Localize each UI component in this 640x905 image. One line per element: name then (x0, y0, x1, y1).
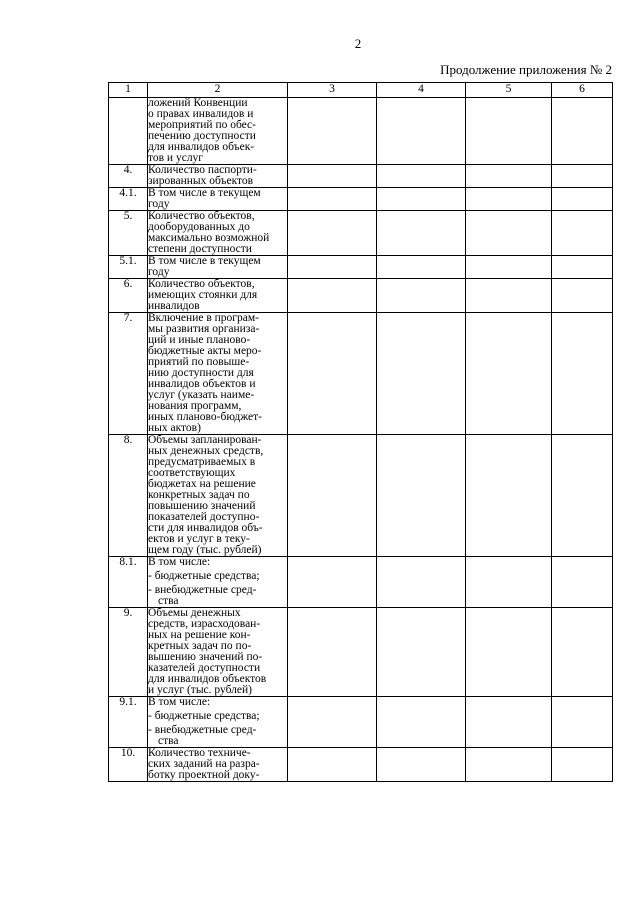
indicator-text-line: и услуг (тыс. рублей) (148, 684, 252, 696)
column-number-row (109, 83, 613, 98)
row-number: 10. (109, 748, 148, 782)
table-row (109, 188, 613, 211)
indicator-text-line: Количество объектов, (148, 210, 255, 222)
indicator-text-line: Включение в програм- (148, 312, 259, 324)
indicator-text-line: о правах инвалидов и (148, 108, 254, 120)
indicator-text-line: предусматриваемых в (148, 456, 256, 468)
value-cell (466, 608, 552, 697)
table-row (109, 98, 613, 165)
row-number: 8. (109, 435, 148, 557)
indicator-name (148, 608, 288, 697)
value-cell (552, 313, 613, 435)
table-row (109, 748, 613, 782)
indicator-name (148, 435, 288, 557)
table-row (109, 557, 613, 608)
indicator-text-line: дооборудованных до (148, 221, 250, 233)
indicator-text-line: мероприятий по обес- (148, 119, 256, 131)
value-cell (552, 188, 613, 211)
indicator-text-line: бюджетах на решение (148, 478, 256, 490)
value-cell (552, 211, 613, 256)
indicator-text-line: кретных задач по по- (148, 640, 252, 652)
indicator-text-line: Количество паспорти- (148, 164, 257, 176)
indicator-name (148, 697, 288, 748)
row-number: 5. (109, 211, 148, 256)
value-cell (288, 435, 377, 557)
indicator-text-line: степени доступности (148, 243, 252, 255)
value-cell (288, 748, 377, 782)
value-cell (552, 748, 613, 782)
value-cell (288, 697, 377, 748)
value-cell (377, 435, 466, 557)
indicator-text-line: В том числе: (148, 696, 211, 708)
indicator-text-line: В том числе в текущем (148, 187, 261, 199)
indicator-table (108, 82, 613, 782)
row-number: 9.1. (109, 697, 148, 748)
indicator-text-line: инвалидов (148, 300, 200, 312)
indicator-text-line: вышению значений по- (148, 651, 263, 663)
sub-item-line: - внебюджетные сред- (148, 584, 257, 596)
indicator-text-line: ных актов) (148, 422, 201, 434)
table-row (109, 313, 613, 435)
value-cell (288, 313, 377, 435)
value-cell (377, 211, 466, 256)
table-body (109, 98, 613, 782)
indicator-text-line: соответствующих (148, 467, 236, 479)
value-cell (466, 256, 552, 279)
indicator-name (148, 98, 288, 165)
value-cell (552, 165, 613, 188)
value-cell (288, 608, 377, 697)
indicator-text-line: средств, израсходован- (148, 618, 261, 630)
indicator-text-line: для инвалидов объек- (148, 141, 255, 153)
column-header: 5 (466, 83, 552, 98)
indicator-text-line: тов и услуг (148, 152, 204, 164)
indicator-text-line: казателей доступности (148, 662, 261, 674)
value-cell (552, 557, 613, 608)
indicator-text-line: конкретных задач по (148, 489, 250, 501)
column-header: 3 (288, 83, 377, 98)
value-cell (288, 188, 377, 211)
value-cell (466, 279, 552, 313)
value-cell (466, 748, 552, 782)
indicator-text-line: повышению значений (148, 500, 256, 512)
value-cell (466, 188, 552, 211)
value-cell (377, 98, 466, 165)
row-number: 6. (109, 279, 148, 313)
indicator-text-line: В том числе в текущем (148, 255, 261, 267)
value-cell (288, 211, 377, 256)
indicator-text-line: В том числе: (148, 556, 211, 568)
appendix-note: Продолжение приложения № 2 (440, 62, 612, 77)
column-header: 2 (148, 83, 288, 98)
indicator-text-line: нию доступности для (148, 367, 254, 379)
indicator-name (148, 188, 288, 211)
indicator-text-line: ложений Конвенции (148, 97, 248, 109)
column-header: 1 (109, 83, 148, 98)
table-row (109, 279, 613, 313)
indicator-text-line: показателей доступно- (148, 511, 260, 523)
indicator-name (148, 279, 288, 313)
value-cell (466, 697, 552, 748)
value-cell (377, 256, 466, 279)
page-number: 2 (354, 36, 362, 51)
indicator-name (148, 165, 288, 188)
value-cell (466, 211, 552, 256)
table-row (109, 211, 613, 256)
indicator-text-line: услуг (указать наиме- (148, 389, 255, 401)
value-cell (552, 256, 613, 279)
indicator-text-line: максимально возможной (148, 232, 270, 244)
indicator-text-line: мы развития организа- (148, 323, 260, 335)
value-cell (377, 188, 466, 211)
value-cell (288, 279, 377, 313)
indicator-text-line: щем году (тыс. рублей) (148, 544, 262, 556)
indicator-name (148, 313, 288, 435)
indicator-text-line: зированных объектов (148, 175, 254, 187)
indicator-text-line: Объемы запланирован- (148, 434, 262, 446)
row-number: 9. (109, 608, 148, 697)
value-cell (288, 165, 377, 188)
value-cell (466, 557, 552, 608)
table-row (109, 435, 613, 557)
value-cell (466, 313, 552, 435)
indicator-text-line: имеющих стоянки для (148, 289, 258, 301)
indicator-text-line: ботку проектной доку- (148, 769, 260, 781)
value-cell (377, 608, 466, 697)
sub-item-line: - бюджетные средства; (148, 710, 260, 722)
indicator-name (148, 256, 288, 279)
indicator-text-line: году (148, 266, 170, 278)
sub-item-line: ства (158, 595, 179, 607)
value-cell (288, 256, 377, 279)
indicator-text-line: печению доступности (148, 130, 256, 142)
table-row (109, 608, 613, 697)
table-row (109, 165, 613, 188)
value-cell (377, 313, 466, 435)
indicator-name (148, 211, 288, 256)
value-cell (552, 608, 613, 697)
indicator-text-line: ных на решение кон- (148, 629, 251, 641)
indicator-text-line: для инвалидов объектов (148, 673, 267, 685)
indicator-text-line: Количество объектов, (148, 278, 255, 290)
value-cell (552, 435, 613, 557)
value-cell (377, 165, 466, 188)
value-cell (288, 98, 377, 165)
value-cell (466, 98, 552, 165)
row-number: 5.1. (109, 256, 148, 279)
value-cell (377, 748, 466, 782)
value-cell (552, 279, 613, 313)
indicator-text-line: Объемы денежных (148, 607, 241, 619)
table-row (109, 697, 613, 748)
indicator-name (148, 748, 288, 782)
indicator-text-line: году (148, 198, 170, 210)
indicator-text-line: ских заданий на разра- (148, 758, 260, 770)
indicator-text-line: ций и иные планово- (148, 334, 251, 346)
row-number: 4. (109, 165, 148, 188)
sub-item-line: - внебюджетные сред- (148, 724, 257, 736)
sub-item-line: - бюджетные средства; (148, 570, 260, 582)
column-header: 6 (552, 83, 613, 98)
value-cell (377, 557, 466, 608)
value-cell (466, 435, 552, 557)
indicator-text-line: инвалидов объектов и (148, 378, 256, 390)
row-number (109, 98, 148, 165)
value-cell (288, 557, 377, 608)
indicator-text-line: бюджетные акты меро- (148, 345, 262, 357)
sub-item-line: ства (158, 735, 179, 747)
row-number: 7. (109, 313, 148, 435)
indicator-text-line: иных планово-бюджет- (148, 411, 262, 423)
indicator-text-line: Количество техниче- (148, 747, 251, 759)
value-cell (377, 279, 466, 313)
value-cell (552, 697, 613, 748)
value-cell (552, 98, 613, 165)
indicator-text-line: приятий по повыше- (148, 356, 250, 368)
indicator-text-line: ектов и услуг в теку- (148, 533, 250, 545)
table-row (109, 256, 613, 279)
row-number: 4.1. (109, 188, 148, 211)
indicator-text-line: нования программ, (148, 400, 242, 412)
indicator-text-line: сти для инвалидов объ- (148, 522, 263, 534)
value-cell (466, 165, 552, 188)
value-cell (377, 697, 466, 748)
indicator-name (148, 557, 288, 608)
row-number: 8.1. (109, 557, 148, 608)
indicator-text-line: ных денежных средств, (148, 445, 264, 457)
column-header: 4 (377, 83, 466, 98)
